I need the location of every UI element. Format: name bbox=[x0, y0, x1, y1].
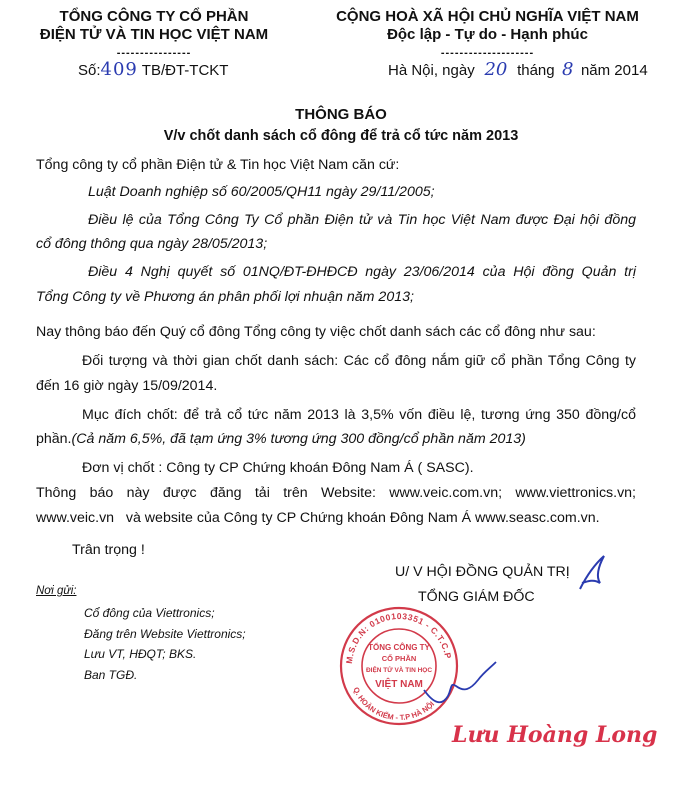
recipient-item: Ban TGĐ. bbox=[84, 667, 138, 682]
dividend-purpose-note: (Cả năm 6,5%, đã tạm ứng 3% tương ứng 300 đồng/cổ phần năm 2013) bbox=[71, 431, 526, 447]
basis-law: Luật Doanh nghiệp số 60/2005/QH11 ngày 29/11/2005; bbox=[88, 184, 435, 200]
reference-prefix: Số: bbox=[78, 62, 101, 79]
reference-handwritten-number: 409 bbox=[100, 59, 138, 80]
recipient-item: Lưu VT, HĐQT; BKS. bbox=[84, 647, 197, 661]
signatory-name: Lưu Hoàng Long bbox=[452, 722, 658, 748]
date-prefix: Hà Nội, ngày bbox=[388, 62, 475, 79]
intro-text: Tổng công ty cổ phần Điện tử & Tin học Việt Nam căn cứ: bbox=[36, 157, 400, 173]
company-name-line1: TỔNG CÔNG TY CỔ PHẦN bbox=[59, 8, 249, 25]
record-date-line1: Đối tượng và thời gian chốt danh sách: Các cổ đông nắm giữ cổ phần Tổng Công ty bbox=[82, 353, 636, 369]
stamp-line3: ĐIỆN TỬ VÀ TIN HỌC bbox=[365, 667, 433, 674]
registrar-unit: Đơn vị chốt : Công ty CP Chứng khoán Đông Nam Á ( SASC). bbox=[82, 460, 474, 476]
stamp-ring-text: M.S.D.N: 0100103351 - C.T.C.P bbox=[343, 610, 454, 665]
national-motto-header bbox=[300, 8, 675, 62]
basis-resolution-line1: Điều 4 Nghị quyết số 01NQ/ĐT-ĐHĐCĐ ngày 23/06/2014 của Hội đồng Quản trị bbox=[88, 264, 636, 280]
basis-charter-line2: cổ đông thông qua ngày 28/05/2013; bbox=[36, 236, 268, 252]
date-month-label: tháng bbox=[517, 62, 555, 79]
reference-number bbox=[78, 60, 228, 81]
document-date bbox=[388, 60, 648, 81]
signature-scribble bbox=[420, 660, 500, 710]
reference-suffix: TB/ĐT-TCKT bbox=[141, 62, 229, 79]
signatory-board-title: U/ V HỘI ĐỒNG QUẢN TRỊ bbox=[395, 564, 570, 580]
notice-statement: Nay thông báo đến Quý cổ đông Tổng công ty việc chốt danh sách các cổ đông như sau: bbox=[36, 324, 596, 340]
header-right-separator: -------------------- bbox=[440, 47, 535, 59]
company-name-line2: ĐIỆN TỬ VÀ TIN HỌC VIỆT NAM bbox=[39, 26, 269, 43]
notice-subject: V/v chốt danh sách cổ đông để trả cổ tức năm 2013 bbox=[163, 128, 519, 144]
national-title: CỘNG HOÀ XÃ HỘI CHỦ NGHĨA VIỆT NAM bbox=[336, 8, 639, 25]
recipients-list bbox=[84, 603, 246, 685]
dividend-purpose-line1: Mục đích chốt: để trả cổ tức năm 2013 là 3,5% vốn điều lệ, tương ứng 350 đồng/cổ bbox=[82, 407, 636, 423]
dividend-purpose-line2 bbox=[36, 429, 526, 449]
date-handwritten-month: 8 bbox=[562, 59, 574, 80]
publication-line2: www.veic.vn và website của Công ty CP Chứng khoán Đông Nam Á www.seasc.com.vn. bbox=[36, 510, 600, 526]
recipient-item: Cổ đông của Viettronics; bbox=[84, 606, 215, 620]
notice-title: THÔNG BÁO bbox=[295, 106, 387, 123]
basis-resolution-line2: Tổng Công ty về Phương án phân phối lợi nhuận năm 2013; bbox=[36, 289, 414, 305]
company-name-header bbox=[20, 8, 288, 62]
stamp-line4: VIỆT NAM bbox=[375, 679, 423, 690]
date-handwritten-day: 20 bbox=[484, 59, 508, 80]
signatory-position: TỔNG GIÁM ĐỐC bbox=[418, 589, 535, 605]
closing-greeting: Trân trọng ! bbox=[72, 542, 145, 558]
dividend-purpose-normal: phần. bbox=[36, 431, 72, 447]
recipient-item: Đăng trên Website Viettronics; bbox=[84, 626, 246, 641]
stamp-line1: TỔNG CÔNG TY bbox=[368, 643, 430, 652]
stamp-line2: CỔ PHẦN bbox=[381, 654, 417, 663]
stamp-ring-bottom: Q. HOÀN KIẾM - T.P HÀ NỘI bbox=[351, 685, 437, 723]
recipients-label: Nơi gửi: bbox=[36, 585, 77, 597]
basis-charter-line1: Điều lệ của Tổng Công Ty Cổ phần Điện tử và Tin học Việt Nam được Đại hội đồng bbox=[88, 212, 636, 228]
record-date-line2: đến 16 giờ ngày 15/09/2014. bbox=[36, 378, 218, 394]
header-left-separator: ---------------- bbox=[116, 47, 192, 59]
national-motto: Độc lập - Tự do - Hạnh phúc bbox=[387, 26, 588, 43]
publication-line1: Thông báo này được đăng tải trên Website: www.veic.com.vn; www.viettronics.vn; bbox=[36, 485, 636, 501]
initial-signature-mark bbox=[576, 553, 610, 593]
date-year-label: năm 2014 bbox=[580, 62, 648, 79]
